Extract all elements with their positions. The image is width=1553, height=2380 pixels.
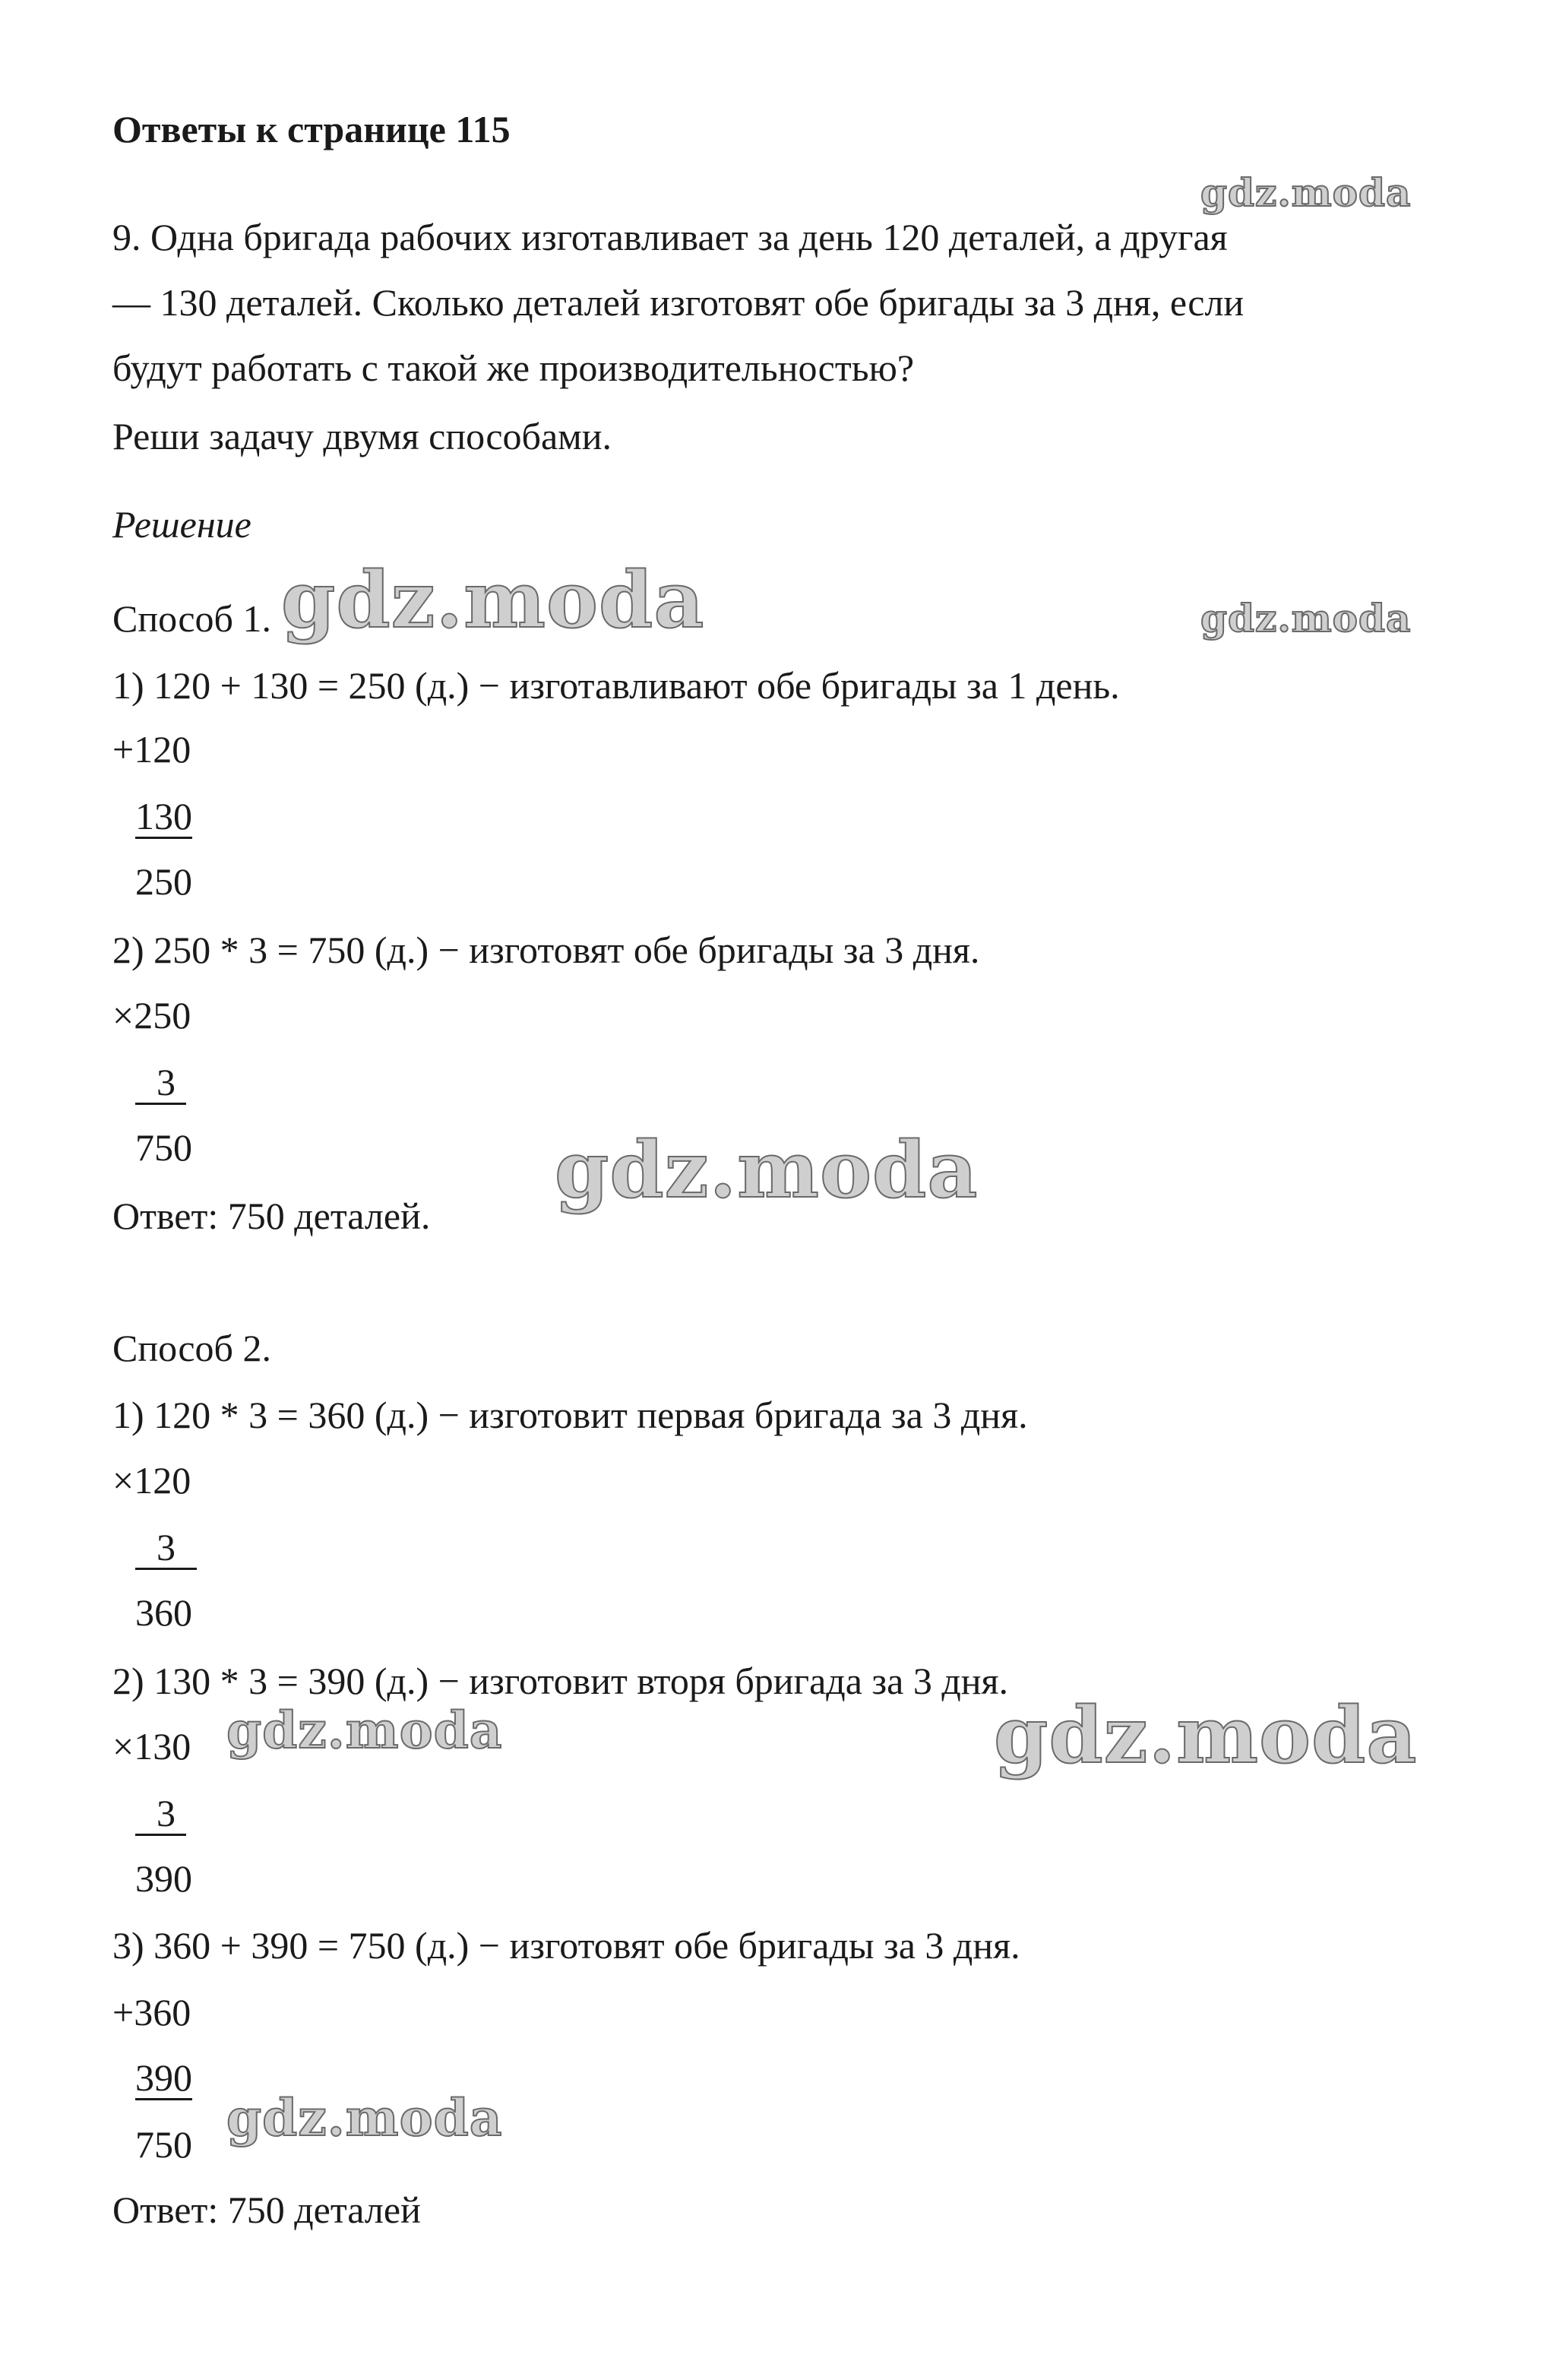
- task-text-line-3: будут работать с такой же производительностью?: [112, 347, 915, 389]
- method2-col3-operand: +360: [112, 1991, 191, 2033]
- page-title: Ответы к странице 115: [112, 108, 511, 150]
- method1-heading: Способ 1.: [112, 597, 271, 640]
- method2-col3-second: 390: [135, 2056, 192, 2099]
- method2-step2: 2) 130 * 3 = 390 (д.) − изготовит вторя бригада за 3 дня.: [112, 1660, 1009, 1702]
- solution-heading: Решение: [112, 503, 251, 546]
- method1-answer: Ответ: 750 деталей.: [112, 1195, 431, 1237]
- method1-col1-result: 250: [135, 860, 192, 903]
- method2-col1-result: 360: [135, 1591, 192, 1634]
- watermark-logo: gdz.moda: [994, 1690, 1418, 1781]
- method1-col2-result: 750: [135, 1126, 192, 1169]
- task-text-line-4: Реши задачу двумя способами.: [112, 415, 612, 457]
- method2-step1: 1) 120 * 3 = 360 (д.) − изготовит первая бригада за 3 дня.: [112, 1394, 1028, 1436]
- method1-step1: 1) 120 + 130 = 250 (д.) − изготавливают обе бригады за 1 день.: [112, 664, 1120, 707]
- method2-col1-second: 3: [135, 1524, 197, 1570]
- watermark-logo: gdz.moda: [1200, 170, 1412, 215]
- method2-col1-operand: ×120: [112, 1459, 191, 1502]
- method2-answer: Ответ: 750 деталей: [112, 2189, 421, 2231]
- method2-col2-result: 390: [135, 1857, 192, 1900]
- watermark-logo: gdz.moda: [555, 1125, 979, 1216]
- method2-col2-operand: ×130: [112, 1725, 191, 1768]
- watermark-logo: gdz.moda: [281, 555, 705, 646]
- method1-col2-second: 3: [135, 1059, 186, 1105]
- method2-step3: 3) 360 + 390 = 750 (д.) − изготовят обе бригады за 3 дня.: [112, 1924, 1020, 1967]
- watermark-logo: gdz.moda: [1200, 596, 1412, 641]
- method1-col2-operand: ×250: [112, 994, 191, 1037]
- method2-heading: Способ 2.: [112, 1327, 271, 1369]
- task-text-line-1: 9. Одна бригада рабочих изготавливает за день 120 деталей, а другая: [112, 216, 1228, 258]
- watermark-logo: gdz.moda: [226, 2088, 503, 2147]
- method2-col3-result: 750: [135, 2123, 192, 2166]
- watermark-logo: gdz.moda: [226, 1701, 503, 1760]
- method1-col1-second: 130: [135, 795, 192, 837]
- method1-step2: 2) 250 * 3 = 750 (д.) − изготовят обе бригады за 3 дня.: [112, 929, 980, 971]
- method2-col2-second: 3: [135, 1790, 186, 1836]
- method1-col1-operand: +120: [112, 728, 191, 771]
- task-text-line-2: — 130 деталей. Сколько деталей изготовят обе бригады за 3 дня, если: [112, 281, 1245, 324]
